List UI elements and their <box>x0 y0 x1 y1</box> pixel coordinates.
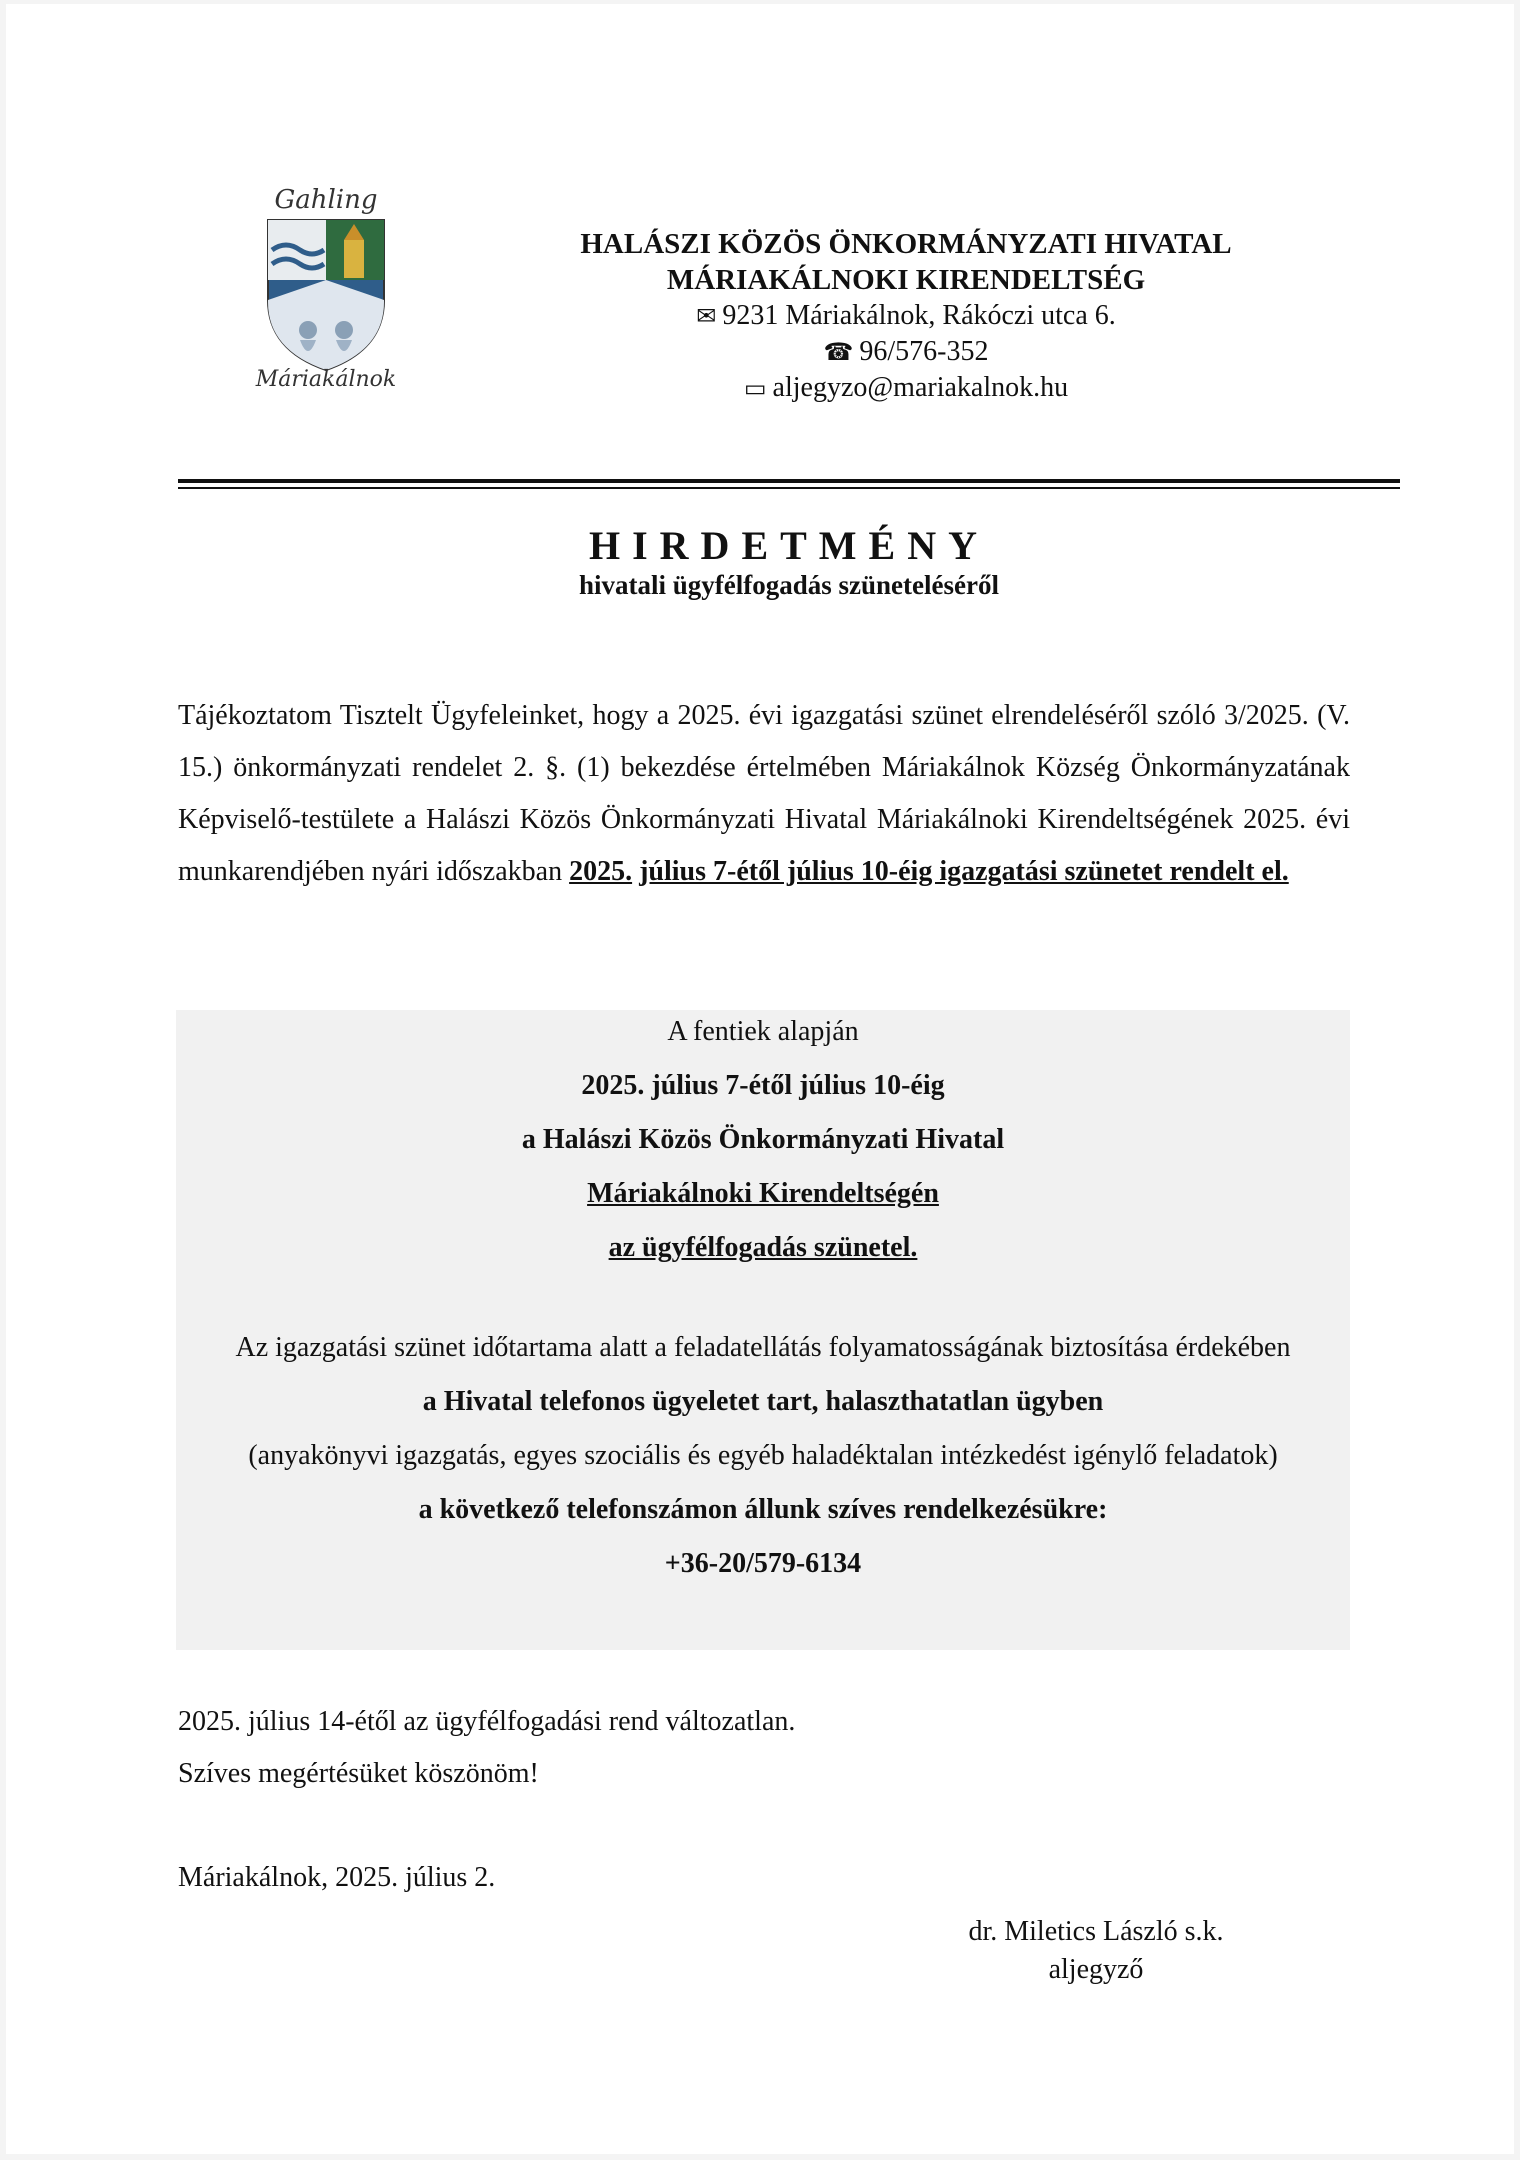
envelope-icon: ✉ <box>696 302 717 330</box>
box-line-6: Az igazgatási szünet időtartama alatt a feladatellátás folyamatosságának biztosítása érdekében <box>235 1332 1291 1363</box>
notice-box <box>176 1010 1350 1650</box>
box-branch: Máriakálnoki Kirendeltségén <box>587 1178 939 1209</box>
telephone-icon: ☎ <box>823 338 854 366</box>
document-page <box>6 4 1514 2154</box>
computer-icon: ▭ <box>743 374 767 402</box>
coat-of-arms-logo <box>238 180 414 390</box>
box-phone-number: +36-20/579-6134 <box>664 1548 862 1579</box>
email-line <box>526 370 1286 406</box>
intro-paragraph <box>178 690 1350 898</box>
box-line-8: (anyakönyvi igazgatás, egyes szociális és egyéb haladéktalan intézkedést igénylő feladatok) <box>248 1440 1278 1471</box>
header-divider-thick <box>178 479 1400 483</box>
org-name-line1: HALÁSZI KÖZÖS ÖNKORMÁNYZATI HIVATAL <box>580 228 1232 260</box>
box-suspension: az ügyfélfogadás szünetel. <box>608 1232 918 1263</box>
phone-line <box>526 334 1286 370</box>
header-divider-thin <box>178 487 1400 489</box>
box-dates: 2025. július 7-étől július 10-éig <box>581 1070 945 1101</box>
intro-highlight: július 7-étől július 10-éig igazgatási szünetet rendelt el. <box>639 856 1289 887</box>
place-date: Máriakálnok, 2025. július 2. <box>178 1862 496 1893</box>
svg-text:Máriakálnok: Máriakálnok <box>255 367 397 390</box>
footer-line-2: Szíves megértésüket köszönöm! <box>178 1758 539 1789</box>
box-line-1: A fentiek alapján <box>667 1016 859 1047</box>
footer-line-1: 2025. július 14-étől az ügyfélfogadási rend változatlan. <box>178 1706 796 1737</box>
intro-text: Tájékoztatom Tisztelt Ügyfeleinket, hogy a 2025. évi igazgatási szünet elrendeléséről szóló 3/2025. (V. 15.) önkormányzati rendelet 2. §. (1) bekezdése értelmében Máriakálnok Község Önkormányzatának Képviselő-testülete a Halászi Közös Önkormányzati Hivatal Máriakálnoki Kirendeltségének 2025. évi munkarendjében nyári időszakban <box>178 700 1350 887</box>
box-line-7: a Hivatal telefonos ügyeletet tart, halaszthatatlan ügyben <box>422 1386 1104 1417</box>
document-subtitle: hivatali ügyfélfogadás szüneteléséről <box>579 570 999 600</box>
signer-name: dr. Miletics László s.k. <box>968 1916 1224 1947</box>
org-name-line2: MÁRIAKÁLNOKI KIRENDELTSÉG <box>666 264 1146 296</box>
signer-title: aljegyző <box>1048 1954 1144 1985</box>
email-link[interactable]: aljegyzo@mariakalnok.hu <box>772 372 1069 403</box>
document-title: HIRDETMÉNY <box>588 523 990 568</box>
box-office: a Halászi Közös Önkormányzati Hivatal <box>521 1124 1005 1155</box>
address-text: 9231 Máriakálnok, Rákóczi utca 6. <box>722 300 1116 331</box>
phone-text: 96/576-352 <box>859 336 989 367</box>
box-line-9: a következő telefonszámon állunk szíves rendelkezésükre: <box>418 1494 1108 1525</box>
svg-text:Gahling: Gahling <box>274 185 378 215</box>
organization-header <box>526 226 1286 406</box>
address-line <box>526 298 1286 334</box>
intro-year: 2025. <box>569 856 633 887</box>
